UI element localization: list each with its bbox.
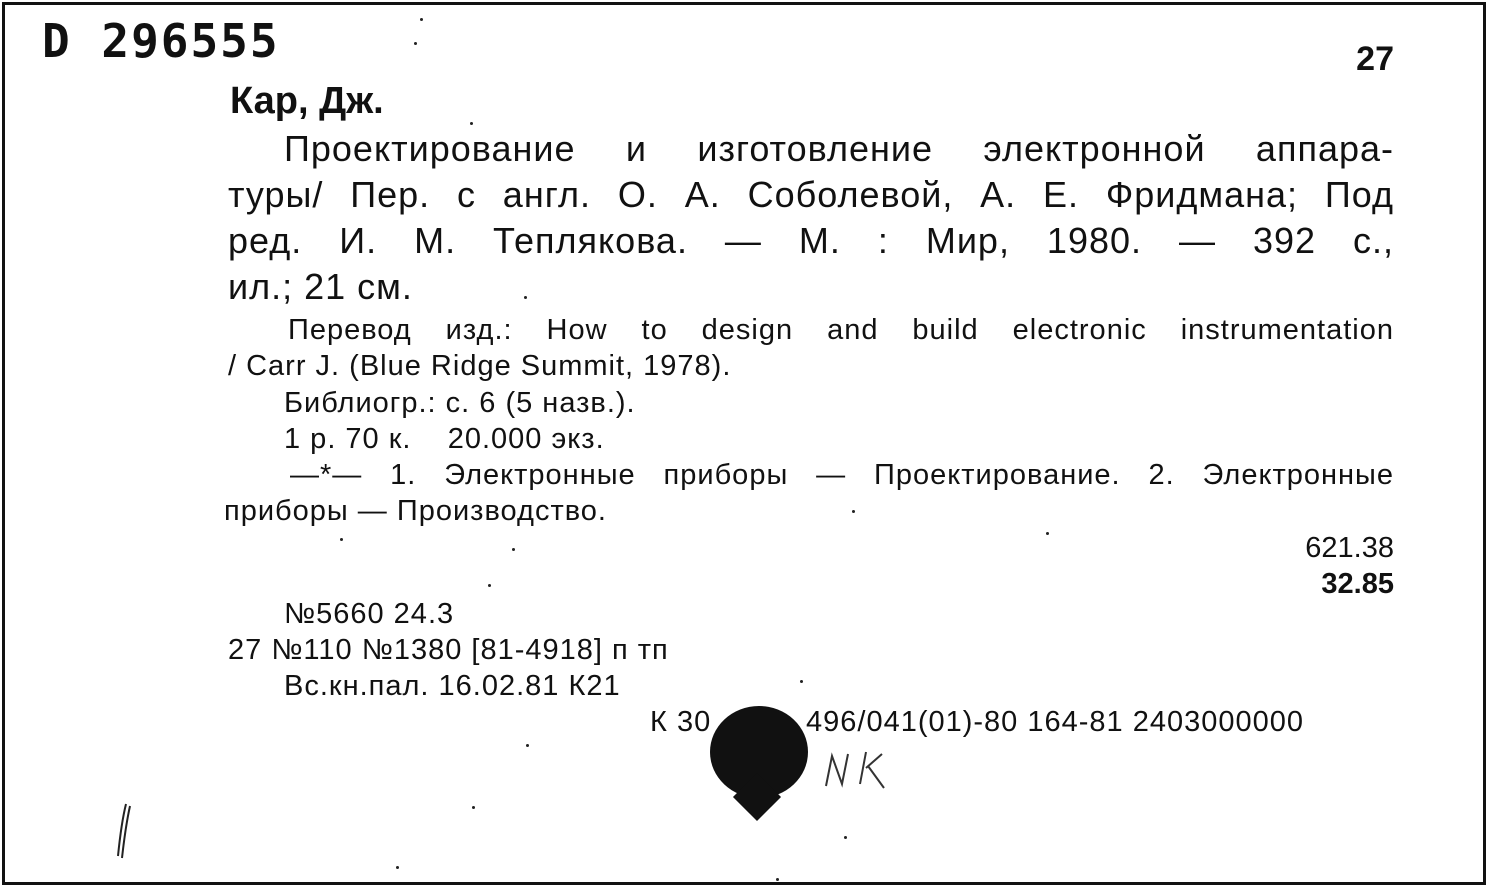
speck — [524, 296, 527, 299]
speck — [526, 744, 529, 747]
speck — [488, 584, 491, 587]
speck — [414, 42, 417, 45]
description-line-2: туры/ Пер. с англ. О. А. Соболевой, А. Е. Фридмана; Под — [228, 174, 1394, 215]
description-line-1: Проектирование и изготовление электронной аппара- — [284, 128, 1394, 169]
description-line-4: ил.; 21 см. — [228, 266, 413, 307]
speck — [844, 836, 847, 839]
speck — [852, 510, 855, 513]
service-line-1: №5660 24.3 — [284, 598, 455, 630]
speck — [340, 538, 343, 541]
price-edition: 1 р. 70 к. 20.000 экз. — [284, 423, 605, 455]
service-line-4-right: 496/041(01)-80 164-81 2403000000 — [806, 706, 1305, 738]
speck — [776, 878, 779, 881]
service-line-4-left: К 30 — [650, 706, 712, 738]
initials-stamp-icon — [822, 748, 890, 792]
original-title-line-1: Перевод изд.: How to design and build electronic instrumentation — [288, 314, 1394, 346]
service-line-3: Вс.кн.пал. 16.02.81 К21 — [284, 670, 621, 702]
subjects-line-2: приборы — Производство. — [224, 495, 607, 527]
udc-index: 621.38 — [1305, 532, 1394, 564]
bibliography-note: Библиогр.: с. 6 (5 назв.). — [284, 387, 636, 419]
speck — [800, 680, 803, 683]
page-number: 27 — [1356, 40, 1394, 78]
subjects-line-1: —*— 1. Электронные приборы — Проектирование. 2. Электронные — [290, 459, 1394, 491]
speck — [470, 122, 473, 125]
speck — [512, 548, 515, 551]
bbk-index: 32.85 — [1321, 568, 1394, 600]
handwritten-id: D 296555 — [42, 14, 280, 68]
author-heading: Кар, Дж. — [230, 80, 384, 122]
description-line-3: ред. И. М. Теплякова. — М. : Мир, 1980. — 392 с., — [228, 220, 1394, 261]
pencil-mark-icon — [112, 800, 138, 862]
service-line-2: 27 №110 №1380 [81-4918] п тп — [228, 634, 669, 666]
speck — [1046, 532, 1049, 535]
speck — [472, 806, 475, 809]
original-title-line-2: / Carr J. (Blue Ridge Summit, 1978). — [228, 350, 732, 382]
speck — [420, 18, 423, 21]
speck — [396, 866, 399, 869]
